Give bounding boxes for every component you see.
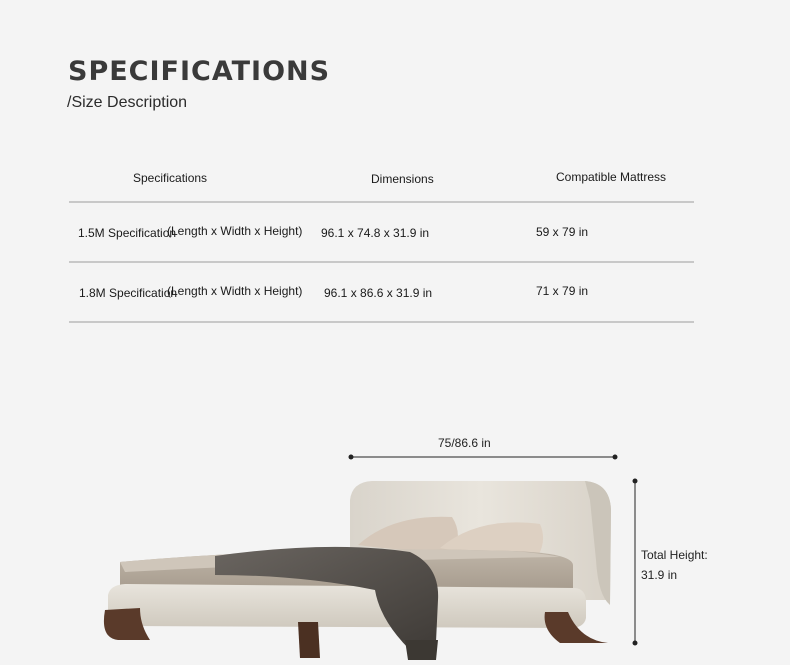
- bed-illustration: [0, 400, 790, 660]
- spec-name: 1.5M Specification: [78, 226, 177, 240]
- page-title: SPECIFICATIONS: [68, 56, 331, 87]
- specification-table: [69, 160, 694, 323]
- table-row: [69, 263, 694, 323]
- height-dimension-label: Total Height:: [641, 548, 708, 562]
- column-header-specifications: Specifications: [133, 171, 208, 185]
- table-row: [69, 203, 694, 263]
- page-subtitle: /Size Description: [67, 94, 188, 111]
- spec-mattress: 71 x 79 in: [536, 284, 589, 298]
- height-dimension-value: 31.9 in: [641, 568, 678, 582]
- column-header-dimensions: Dimensions: [371, 172, 434, 186]
- table-header: [69, 160, 694, 203]
- column-header-mattress: Compatible Mattress: [556, 170, 667, 184]
- spec-note: (Length x Width x Height): [167, 224, 303, 238]
- spec-name: 1.8M Specification: [79, 286, 178, 300]
- bed-image: [0, 400, 790, 660]
- spec-dimensions: 96.1 x 86.6 x 31.9 in: [324, 286, 433, 300]
- spec-dimensions: 96.1 x 74.8 x 31.9 in: [321, 226, 430, 240]
- width-dimension-label: 75/86.6 in: [438, 436, 491, 450]
- spec-note: (Length x Width x Height): [167, 284, 303, 298]
- spec-mattress: 59 x 79 in: [536, 225, 589, 239]
